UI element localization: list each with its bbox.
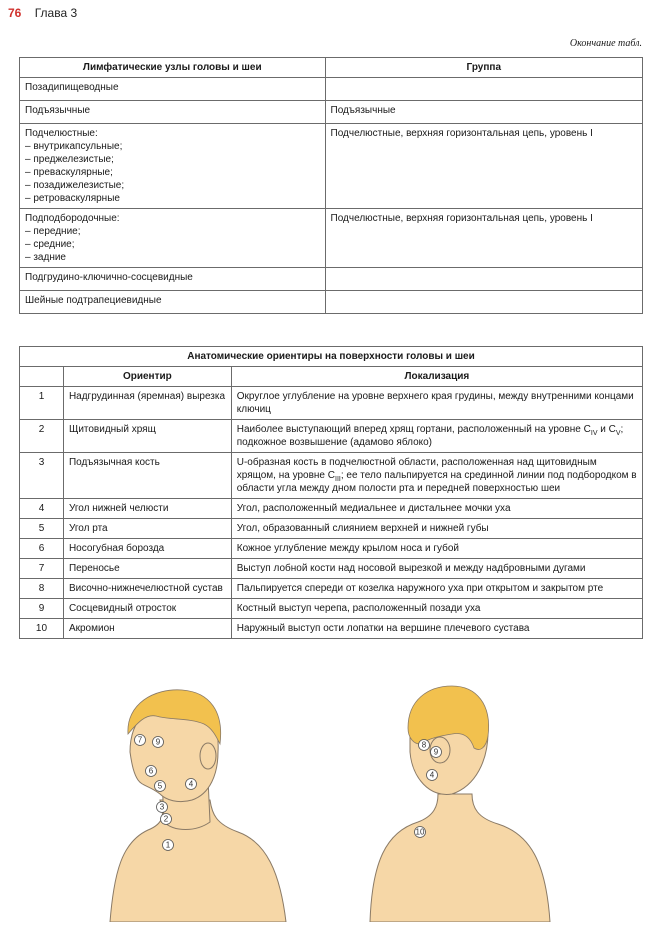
landmark-cell: Щитовидный хрящ — [63, 420, 231, 453]
marker-label: 4 — [429, 770, 435, 780]
illustration-svg — [100, 682, 570, 922]
page-header — [8, 6, 77, 20]
marker-5 — [155, 781, 166, 792]
table-row — [20, 387, 643, 420]
anatomical-illustration — [100, 682, 570, 922]
column-header — [20, 367, 64, 387]
table-row — [20, 519, 643, 539]
location-text: ; ее тело пальпируется на срединной линии под подбородком в области угла между дном полости рта и передней поверхностью шеи — [236, 470, 637, 494]
marker-label: 10 — [415, 827, 425, 837]
landmark-cell: Угол рта — [63, 519, 231, 539]
lymph-node-cell: Подъязычные — [20, 101, 326, 124]
table-continuation-note: Окончание табл. — [569, 38, 642, 49]
group-cell: Подъязычные — [325, 101, 642, 124]
row-number: 4 — [20, 499, 64, 519]
page-number: 76 — [8, 6, 22, 20]
marker-6 — [146, 766, 157, 777]
front-ear — [200, 743, 216, 769]
location-cell: Наружный выступ ости лопатки на вершине плечевого сустава — [231, 619, 642, 639]
location-text: подкожное возвышение (адамово яблоко) — [236, 437, 433, 448]
table-title: Анатомические ориентиры на поверхности головы и шеи — [20, 347, 643, 367]
marker-1 — [163, 840, 174, 851]
location-cell: Пальпируется спереди от козелка наружного уха при открытом и закрытом рте — [231, 579, 642, 599]
marker-label: 7 — [137, 735, 143, 745]
back-view-figure — [370, 686, 550, 922]
table-row — [20, 499, 643, 519]
table-row — [20, 101, 643, 124]
lymph-node-cell: Подгрудино-ключично-сосцевидные — [20, 268, 326, 291]
marker-4-back — [427, 770, 438, 781]
location-text: U-образная кость в подчелюстной области, расположенная над щитовидным хрящом, на уровне C — [236, 457, 597, 481]
marker-9-back — [431, 747, 442, 758]
table-row — [20, 559, 643, 579]
marker-label: 3 — [159, 802, 165, 812]
landmarks-table — [19, 346, 643, 639]
landmark-cell: Височно-нижнечелюстной сустав — [63, 579, 231, 599]
group-cell — [325, 268, 642, 291]
front-view-figure — [110, 690, 286, 922]
table-row — [20, 291, 643, 314]
row-number: 10 — [20, 619, 64, 639]
location-cell — [231, 453, 642, 499]
group-cell — [325, 291, 642, 314]
location-text: и C — [597, 424, 616, 435]
group-cell: Подчелюстные, верхняя горизонтальная цепь, уровень I — [325, 124, 642, 209]
lymph-node-cell: Шейные подтрапециевидные — [20, 291, 326, 314]
back-torso — [370, 794, 550, 922]
location-cell: Угол, образованный слиянием верхней и нижней губы — [231, 519, 642, 539]
row-number: 7 — [20, 559, 64, 579]
table-row — [20, 453, 643, 499]
marker-label: 1 — [165, 840, 171, 850]
group-cell — [325, 78, 642, 101]
column-header: Локализация — [231, 367, 642, 387]
location-cell: Кожное углубление между крылом носа и губой — [231, 539, 642, 559]
marker-10 — [415, 827, 426, 838]
row-number: 9 — [20, 599, 64, 619]
location-text: Наиболее выступающий вперед хрящ гортани, расположенный на уровне C — [236, 424, 591, 435]
landmark-cell: Подъязычная кость — [63, 453, 231, 499]
marker-label: 9 — [433, 747, 439, 757]
location-cell: Костный выступ черепа, расположенный позади уха — [231, 599, 642, 619]
table-row — [20, 539, 643, 559]
lymph-node-cell: Подчелюстные: – внутрикапсульные; – преджелезистые; – превaскулярные; – позадижелезистые; – ретроваскулярные — [20, 124, 326, 209]
marker-9 — [153, 737, 164, 748]
table-row — [20, 599, 643, 619]
location-cell — [231, 420, 642, 453]
group-cell: Подчелюстные, верхняя горизонтальная цепь, уровень I — [325, 209, 642, 268]
marker-2 — [161, 814, 172, 825]
location-cell: Угол, расположенный медиальнее и дистальнее мочки уха — [231, 499, 642, 519]
marker-label: 5 — [157, 781, 163, 791]
marker-8 — [419, 740, 430, 751]
marker-label: 2 — [163, 814, 169, 824]
table-row — [20, 579, 643, 599]
row-number: 1 — [20, 387, 64, 420]
row-number: 8 — [20, 579, 64, 599]
lymph-node-cell: Подподбородочные: – передние; – средние; – задние — [20, 209, 326, 268]
landmark-cell: Сосцевидный отросток — [63, 599, 231, 619]
marker-label: 8 — [421, 740, 427, 750]
row-number: 3 — [20, 453, 64, 499]
table-row — [20, 268, 643, 291]
column-header: Ориентир — [63, 367, 231, 387]
marker-3 — [157, 802, 168, 813]
row-number: 2 — [20, 420, 64, 453]
table-title-row — [20, 347, 643, 367]
landmark-cell: Надгрудинная (яремная) вырезка — [63, 387, 231, 420]
marker-label: 9 — [155, 737, 161, 747]
location-cell: Округлое углубление на уровне верхнего края грудины, между внутренними концами ключиц — [231, 387, 642, 420]
row-number: 5 — [20, 519, 64, 539]
landmark-cell: Носогубная борозда — [63, 539, 231, 559]
table-row — [20, 78, 643, 101]
table-row — [20, 209, 643, 268]
vertebra-subscript: V — [615, 430, 621, 437]
location-cell: Выступ лобной кости над носовой вырезкой и между надбровными дугами — [231, 559, 642, 579]
vertebra-subscript: III — [335, 476, 341, 483]
vertebra-subscript: IV — [590, 430, 598, 437]
column-header: Группа — [325, 58, 642, 78]
column-header: Лимфатические узлы головы и шеи — [20, 58, 326, 78]
marker-label: 6 — [148, 766, 154, 776]
row-number: 6 — [20, 539, 64, 559]
table-row — [20, 124, 643, 209]
lymph-node-cell: Позадипищеводные — [20, 78, 326, 101]
chapter-title: Глава 3 — [34, 6, 78, 20]
marker-7 — [135, 735, 146, 746]
table-header-row — [20, 58, 643, 78]
location-text: ; — [620, 424, 624, 435]
landmark-cell: Переносье — [63, 559, 231, 579]
lymph-nodes-table — [19, 57, 643, 314]
landmark-cell: Угол нижней челюсти — [63, 499, 231, 519]
table-row — [20, 420, 643, 453]
marker-label: 4 — [188, 779, 194, 789]
table-row — [20, 619, 643, 639]
marker-4 — [186, 779, 197, 790]
landmark-cell: Акромион — [63, 619, 231, 639]
table-header-row — [20, 367, 643, 387]
